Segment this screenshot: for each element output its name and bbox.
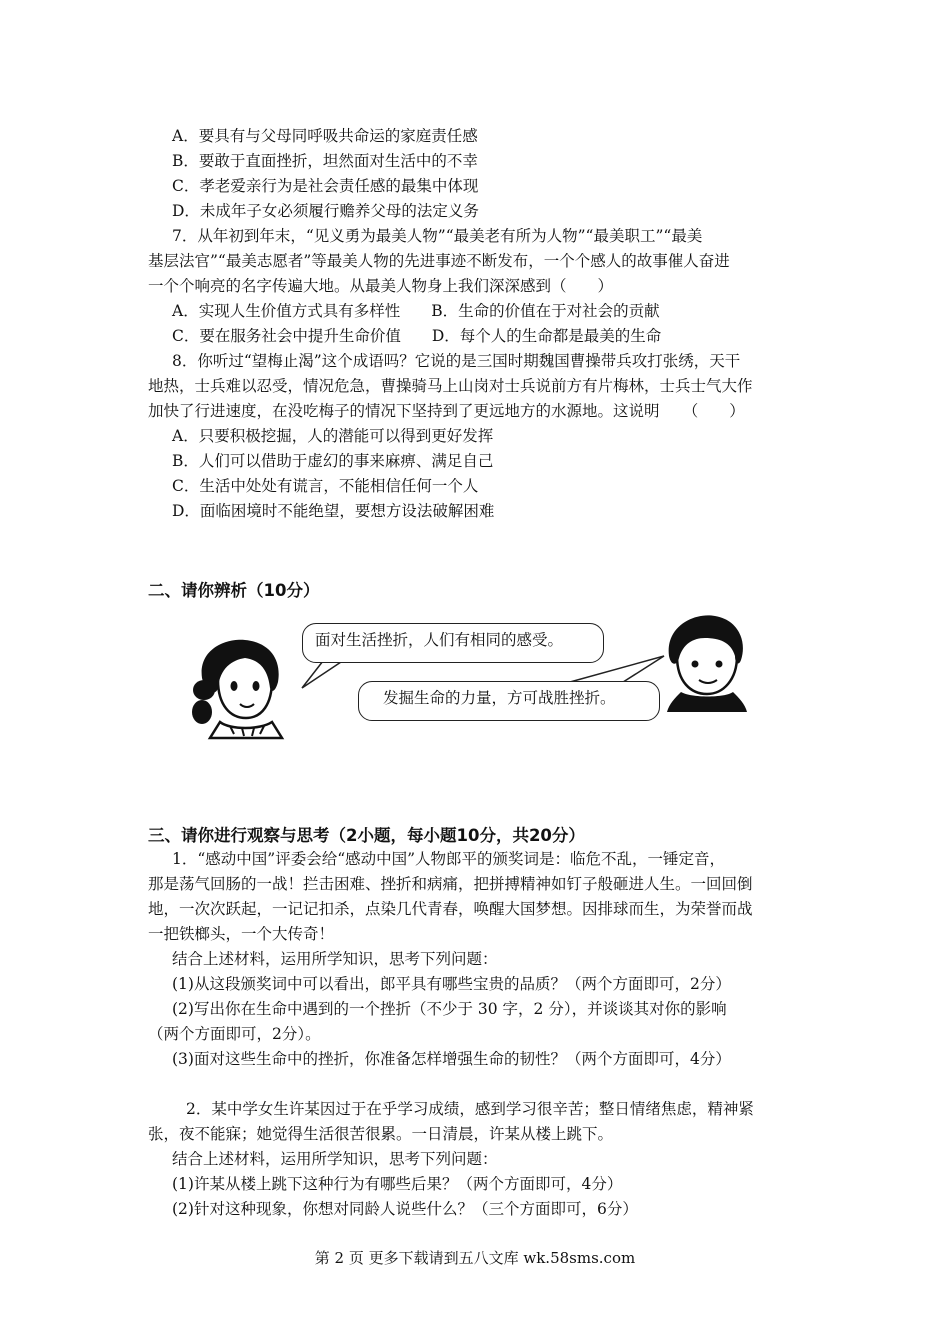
- s3-q1-line-2: 那是荡气回肠的一战！拦击困难、挫折和病痛，把拼搏精神如钉子般砸进人生。一回回倒: [148, 875, 753, 893]
- q8-stem-line-1: 8．你听过“望梅止渴”这个成语吗？它说的是三国时期魏国曹操带兵攻打张绣，天干: [172, 352, 741, 370]
- s3-q1-sub-2-cont: （两个方面即可，2分）。: [148, 1025, 321, 1043]
- q8-stem-line-2: 地热，士兵难以忍受，情况危急，曹操骑马上山岗对士兵说前方有片梅林，士兵士气大作: [148, 377, 753, 395]
- q7-options-row-1: A．实现人生价值方式具有多样性 B．生命的价值在于对社会的贡献: [172, 302, 660, 320]
- bubble-boy: [358, 681, 660, 721]
- girl-illustration: [190, 630, 300, 740]
- s3-q2-prompt: 结合上述材料，运用所学知识，思考下列问题：: [172, 1150, 498, 1168]
- s3-q1-line-4: 一把铁榔头，一个大传奇！: [148, 925, 335, 943]
- q8-option-b: B．人们可以借助于虚幻的事来麻痹、满足自己: [172, 452, 494, 470]
- bubble-girl-text: 面对生活挫折，人们有相同的感受。: [315, 631, 564, 649]
- q6-option-b: B．要敢于直面挫折，坦然面对生活中的不幸: [172, 152, 478, 170]
- q7-stem-line-2: 基层法官”“最美志愿者”等最美人物的先进事迹不断发布，一个个感人的故事催人奋进: [148, 252, 730, 270]
- s3-q2-line-2: 张，夜不能寐；她觉得生活很苦很累。一日清晨，许某从楼上跳下。: [148, 1125, 614, 1143]
- s3-q2-sub-2: (2)针对这种现象，你想对同龄人说些什么？（三个方面即可，6分）: [172, 1200, 638, 1218]
- q8-stem-line-3: 加快了行进速度，在没吃梅子的情况下坚持到了更远地方的水源地。这说明 （ ）: [148, 402, 745, 420]
- q6-option-c: C．孝老爱亲行为是社会责任感的最集中体现: [172, 177, 479, 195]
- section-3-heading: 三、请你进行观察与思考（2小题，每小题10分，共20分）: [148, 826, 585, 845]
- section-2-heading: 二、请你辨析（10分）: [148, 581, 320, 600]
- s3-q2-sub-1: (1)许某从楼上跳下这种行为有哪些后果？（两个方面即可，4分）: [172, 1175, 623, 1193]
- page-footer: 第 2 页 更多下载请到五八文库 wk.58sms.com: [314, 1249, 636, 1267]
- q7-options-row-2: C．要在服务社会中提升生命价值 D．每个人的生命都是最美的生命: [172, 327, 662, 345]
- s3-q1-sub-1: (1)从这段颁奖词中可以看出，郎平具有哪些宝贵的品质？（两个方面即可，2分）: [172, 975, 731, 993]
- q8-option-a: A．只要积极挖掘，人的潜能可以得到更好发挥: [172, 427, 494, 445]
- q6-option-a: A．要具有与父母同呼吸共命运的家庭责任感: [172, 127, 478, 145]
- s3-q1-line-1: 1．“感动中国”评委会给“感动中国”人物郎平的颁奖词是：临危不乱，一锤定音，: [172, 850, 726, 868]
- s3-q1-sub-3: (3)面对这些生命中的挫折，你准备怎样增强生命的韧性？（两个方面即可，4分）: [172, 1050, 731, 1068]
- q7-stem-line-3: 一个个响亮的名字传遍大地。从最美人物身上我们深深感到（ ）: [148, 277, 614, 295]
- q8-option-d: D．面临困境时不能绝望，要想方设法破解困难: [172, 502, 495, 520]
- q8-option-c: C．生活中处处有谎言，不能相信任何一个人: [172, 477, 479, 495]
- boy-illustration: [655, 612, 755, 712]
- bubble-boy-text: 发掘生命的力量，方可战胜挫折。: [383, 689, 616, 707]
- bubble-girl: [302, 623, 604, 663]
- q7-stem-line-1: 7．从年初到年末，“见义勇为最美人物”“最美老有所为人物”“最美职工”“最美: [172, 227, 703, 245]
- q6-option-d: D．未成年子女必须履行赡养父母的法定义务: [172, 202, 479, 220]
- s3-q2-line-1: 2．某中学女生许某因过于在乎学习成绩，感到学习很辛苦；整日情绪焦虑，精神紧: [186, 1100, 754, 1118]
- s3-q1-line-3: 地，一次次跃起，一记记扣杀，点染几代青春，唤醒大国梦想。因排球而生，为荣誉而战: [148, 900, 753, 918]
- s3-q1-prompt: 结合上述材料，运用所学知识，思考下列问题：: [172, 950, 498, 968]
- s3-q1-sub-2: (2)写出你在生命中遇到的一个挫折（不少于 30 字，2 分），并谈谈其对你的影响: [172, 1000, 727, 1018]
